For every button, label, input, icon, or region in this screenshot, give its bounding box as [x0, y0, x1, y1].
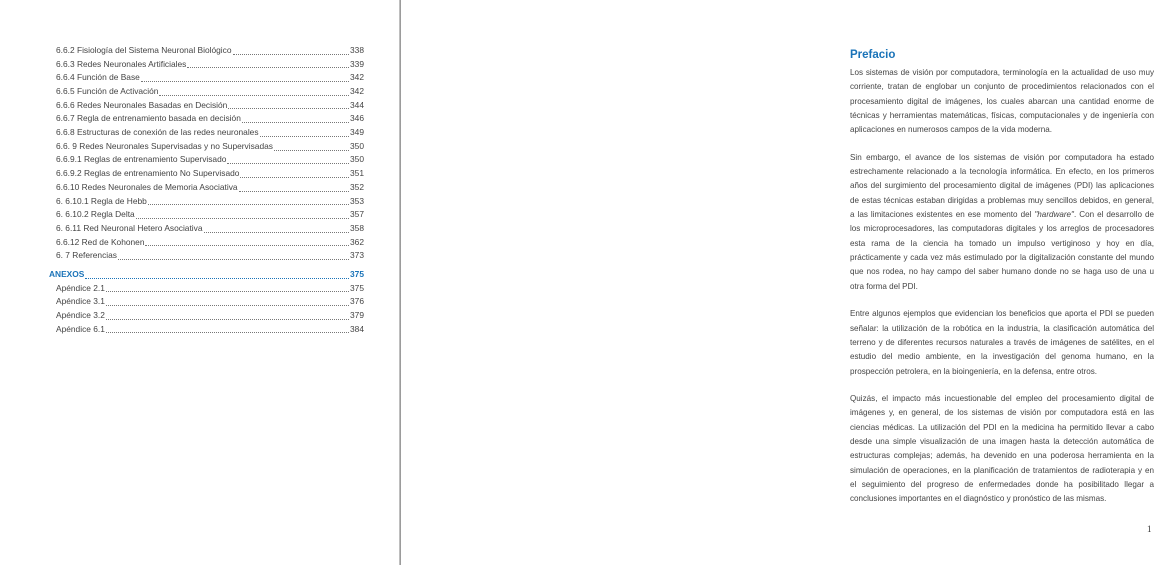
toc-entry-title: 6.6.9.2 Reglas de entrenamiento No Supervisado	[56, 168, 240, 179]
toc-entry-title: 6.6.9.1 Reglas de entrenamiento Supervisado	[56, 154, 227, 165]
toc-entry[interactable]	[49, 249, 364, 263]
toc-entry-title: 6. 6.10.1 Regla de Hebb	[56, 195, 147, 206]
right-page	[401, 0, 1154, 565]
toc-entry-page: 342	[350, 86, 364, 97]
toc-entry-page: 362	[350, 236, 364, 247]
preface-section	[850, 48, 1154, 520]
toc-entry-title: Apéndice 3.1	[56, 296, 105, 307]
toc-dot-leader	[145, 245, 349, 246]
toc-entry-title: 6.6.12 Red de Kohonen	[56, 236, 145, 247]
toc-dot-leader	[106, 291, 349, 292]
toc-dot-leader	[159, 95, 349, 96]
toc-entry[interactable]	[49, 309, 364, 323]
toc-dot-leader	[274, 150, 349, 151]
table-of-contents	[49, 44, 364, 336]
toc-entry-title: Apéndice 6.1	[56, 323, 105, 334]
toc-dot-leader	[141, 81, 349, 82]
toc-entry[interactable]	[49, 222, 364, 236]
toc-entry-page: 339	[350, 58, 364, 69]
toc-entry-page: 379	[350, 310, 364, 321]
toc-entry-title: 6.6.8 Estructuras de conexión de las redes neuronales	[56, 127, 259, 138]
toc-entry-title: Apéndice 2.1	[56, 282, 105, 293]
toc-entry[interactable]	[49, 154, 364, 168]
toc-entry[interactable]	[49, 167, 364, 181]
toc-entry-page: 352	[350, 181, 364, 192]
toc-dot-leader	[136, 218, 349, 219]
page-number: 1	[1147, 524, 1152, 534]
preface-paragraph-3: Entre algunos ejemplos que evidencian los beneficios que aporta el PDI se pueden señalar: la utilización de la robótica en la industria, la clasificación automática del terreno y de diferentes recursos naturales a través de imágenes de satélites, en el estudio del medio ambiente, en la investigación del genoma humano, en la prospección petrolera, en la bioingeniería, en la defensa, entre otros.	[850, 309, 1154, 376]
toc-entry[interactable]	[49, 85, 364, 99]
toc-entry-title: Apéndice 3.2	[56, 310, 105, 321]
toc-dot-leader	[85, 278, 349, 279]
toc-entry[interactable]	[49, 112, 364, 126]
toc-entry[interactable]	[49, 58, 364, 72]
toc-entry-page: 353	[350, 195, 364, 206]
preface-paragraph-2-part-a: Sin embargo, el avance de los sistemas de visión por computadora ha estado estrechamente relacionado a la tecnología informática. En efecto, en los primeros años del surgimiento del procesamiento digital de imágenes (PDI) las aplicaciones de estas técnicas estaban dirigidas a problemas muy sencillos debidos, en general, a las limitaciones existentes en ese momento del	[850, 152, 1154, 220]
toc-entry-title: 6.6.6 Redes Neuronales Basadas en Decisión	[56, 99, 228, 110]
toc-entry-title: 6. 6.10.2 Regla Delta	[56, 209, 135, 220]
toc-entry-title: 6.6. 9 Redes Neuronales Supervisadas y no Supervisadas	[56, 140, 273, 151]
toc-entry[interactable]	[49, 236, 364, 250]
toc-entry-page: 351	[350, 168, 364, 179]
preface-hardware-term: "hardware"	[1034, 210, 1074, 220]
toc-entry[interactable]	[49, 140, 364, 154]
toc-entry-page: 350	[350, 140, 364, 151]
toc-entry-page: 375	[350, 268, 364, 279]
toc-entry-page: 342	[350, 72, 364, 83]
preface-title: Prefacio	[850, 49, 896, 61]
toc-entry[interactable]	[49, 126, 364, 140]
toc-dot-leader	[242, 122, 349, 123]
toc-entry[interactable]	[49, 99, 364, 113]
toc-entry[interactable]	[49, 44, 364, 58]
toc-entry-title: 6. 7 Referencias	[56, 250, 117, 261]
toc-entry[interactable]	[49, 295, 364, 309]
preface-paragraph-2	[850, 151, 1154, 294]
toc-dot-leader	[106, 305, 349, 306]
toc-entry-title: 6.6.5 Función de Activación	[56, 86, 159, 97]
toc-entry[interactable]	[49, 282, 364, 296]
toc-dot-leader	[118, 259, 349, 260]
toc-dot-leader	[106, 332, 349, 333]
toc-entry-page: 346	[350, 113, 364, 124]
toc-entry[interactable]	[49, 208, 364, 222]
toc-entry-page: 349	[350, 127, 364, 138]
toc-entry[interactable]	[49, 181, 364, 195]
toc-dot-leader	[260, 136, 349, 137]
toc-entry[interactable]	[49, 323, 364, 337]
toc-dot-leader	[204, 232, 350, 233]
toc-entry-page: 350	[350, 154, 364, 165]
toc-dot-leader	[148, 204, 349, 205]
toc-entry-title: 6. 6.11 Red Neuronal Hetero Asociativa	[56, 222, 203, 233]
toc-entry-page: 338	[350, 44, 364, 55]
preface-paragraph-4: Quizás, el impacto más incuestionable del empleo del procesamiento digital de imágenes y, en general, de los sistemas de visión por computadora está en las ciencias médicas. La utilización del PDI en la medicina ha permitido llevar a cabo desde una simple visualización de una imagen hasta la detección automática de estructuras complejas; además, ha devenido en una poderosa herramienta en la simulación de operaciones, en la planificación de tratamientos de radioterapia y en el seguimiento del progreso de enfermedades donde ha posibilitado llegar a conclusiones importantes en el diagnóstico y pronóstico de las mismas.	[850, 393, 1154, 504]
toc-entry-page: 373	[350, 250, 364, 261]
toc-dot-leader	[187, 67, 349, 68]
toc-entry-page: 384	[350, 323, 364, 334]
toc-entry-page: 357	[350, 209, 364, 220]
toc-entry-title: 6.6.2 Fisiología del Sistema Neuronal Biológico	[56, 44, 232, 55]
toc-dot-leader	[227, 163, 349, 164]
toc-entry-page: 376	[350, 296, 364, 307]
toc-entry[interactable]	[49, 71, 364, 85]
toc-dot-leader	[239, 191, 349, 192]
toc-entry-title: 6.6.4 Función de Base	[56, 72, 140, 83]
toc-dot-leader	[233, 54, 350, 55]
toc-entry-title: 6.6.3 Redes Neuronales Artificiales	[56, 58, 187, 69]
toc-section-heading[interactable]	[49, 268, 364, 282]
toc-entry-page: 358	[350, 222, 364, 233]
toc-entry-page: 375	[350, 282, 364, 293]
toc-entry-page: 344	[350, 99, 364, 110]
toc-dot-leader	[228, 108, 349, 109]
toc-entry-title: 6.6.10 Redes Neuronales de Memoria Asociativa	[56, 181, 238, 192]
preface-paragraph-2-part-b: . Con el desarrollo de los microprocesadores, las computadoras digitales y los arreglos de procesadores esta rama de la ciencia ha tomado un impulso vertiginoso y hoy en día, prácticamente y cada vez más estimulado por la digitalización constante del mundo que nos rodea, no hay campo del saber humano donde no se haga uso de una u otra forma del PDI.	[850, 210, 1154, 291]
preface-paragraph-1: Los sistemas de visión por computadora, terminología en la actualidad de uso muy corriente, tratan de englobar un conjunto de procedimientos relacionados con el procesamiento digital de imágenes, los cuales abarcan una cantidad enorme de técnicas y herramientas matemáticas, físicas, computacionales y de ingeniería con aplicaciones en numerosos campos de la vida moderna.	[850, 68, 1154, 135]
toc-dot-leader	[240, 177, 349, 178]
toc-entry-title: 6.6.7 Regla de entrenamiento basada en decisión	[56, 113, 241, 124]
toc-dot-leader	[106, 319, 349, 320]
toc-entry-title: ANEXOS	[49, 268, 85, 279]
left-page	[0, 0, 399, 565]
toc-entry[interactable]	[49, 195, 364, 209]
